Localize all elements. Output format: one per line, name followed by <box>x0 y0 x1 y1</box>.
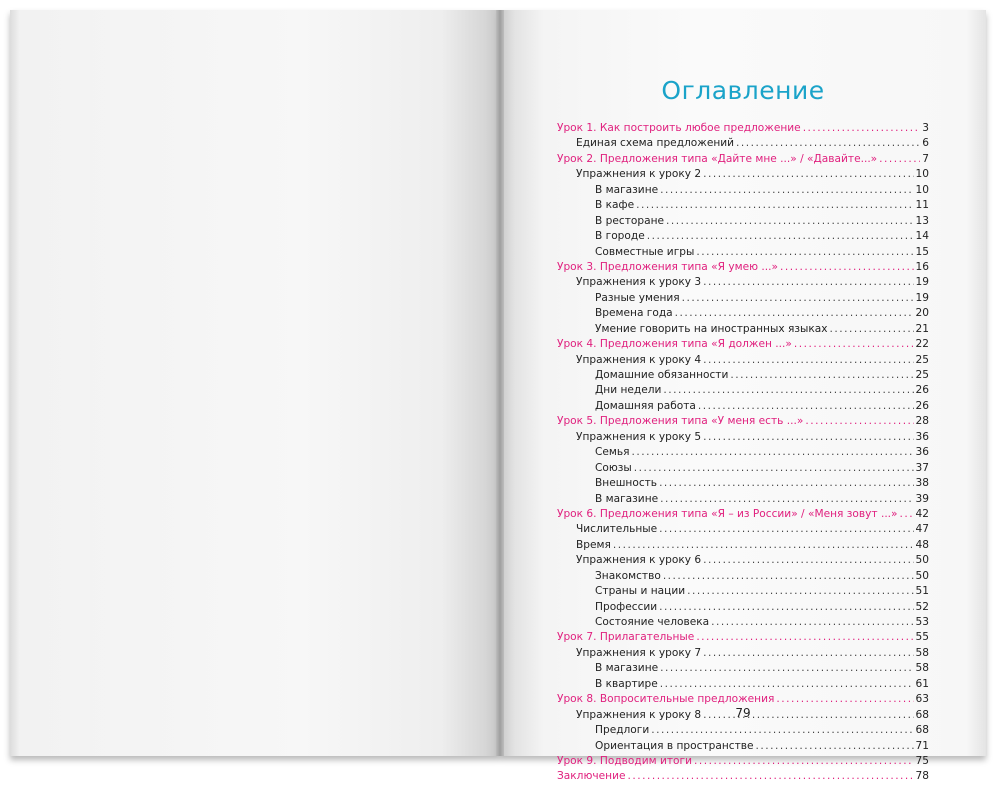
toc-entry[interactable] <box>557 630 929 645</box>
toc-entry-page: 78 <box>915 770 929 783</box>
toc-entry[interactable] <box>557 245 929 260</box>
toc-entry-page: 48 <box>915 538 929 551</box>
toc-entry[interactable] <box>557 600 929 615</box>
toc-entry[interactable] <box>557 522 929 537</box>
toc-leader-dots <box>663 383 913 398</box>
toc-entry-page: 21 <box>915 322 929 335</box>
toc-leader-dots <box>659 522 913 537</box>
toc-entry-title: Урок 3. Предложения типа «Я умею ...» <box>557 260 778 273</box>
toc-leader-dots <box>651 723 913 738</box>
toc-entry-page: 14 <box>915 230 929 243</box>
toc-entry-title: В ресторане <box>595 214 665 227</box>
toc-entry-title: Времена года <box>595 307 673 320</box>
toc-entry[interactable] <box>557 306 929 321</box>
toc-entry-title: Урок 6. Предложения типа «Я – из России» / «Меня зовут ...» <box>557 507 898 520</box>
toc-entry-title: Страны и нации <box>595 585 686 598</box>
toc-entry-title: В квартире <box>595 677 658 690</box>
toc-entry[interactable] <box>557 368 929 383</box>
toc-leader-dots <box>698 399 914 414</box>
toc-entry-page: 15 <box>915 245 929 258</box>
toc-entry[interactable] <box>557 445 929 460</box>
toc-leader-dots <box>694 754 914 769</box>
toc-entry-page: 26 <box>915 384 929 397</box>
toc-entry[interactable] <box>557 383 929 398</box>
toc-entry-page: 22 <box>915 338 929 351</box>
toc-entry-title: Числительные <box>576 523 658 536</box>
toc-leader-dots <box>660 661 913 676</box>
toc-entry-page: 36 <box>915 446 929 459</box>
book-spine <box>496 10 504 756</box>
toc-entry-title: Урок 8. Вопросительные предложения <box>557 693 775 706</box>
toc-entry[interactable] <box>557 507 929 522</box>
toc-entry-title: Профессии <box>595 600 658 613</box>
toc-leader-dots <box>647 229 914 244</box>
toc-entry[interactable] <box>557 769 929 784</box>
toc-entry-page: 68 <box>915 708 929 721</box>
toc-entry-title: В кафе <box>595 199 635 212</box>
toc-entry-page: 50 <box>915 569 929 582</box>
toc-entry-title: Дни недели <box>595 384 662 397</box>
toc-entry-title: Ориентация в пространстве <box>595 739 754 752</box>
toc-entry[interactable] <box>557 646 929 661</box>
toc-entry-page: 68 <box>915 724 929 737</box>
toc-leader-dots <box>756 739 914 754</box>
toc-leader-dots <box>830 322 914 337</box>
toc-entry[interactable] <box>557 430 929 445</box>
toc-entry-title: В магазине <box>595 492 659 505</box>
toc-entry-title: Упражнения к уроку 7 <box>576 646 702 659</box>
toc-entry-page: 7 <box>922 152 929 165</box>
toc-entry-page: 20 <box>915 307 929 320</box>
toc-entry-title: Домашние обязанности <box>595 369 729 381</box>
toc-entry-page: 11 <box>915 199 929 212</box>
toc-leader-dots <box>711 615 913 630</box>
toc-entry-title: Урок 9. Подводим итоги <box>557 754 692 767</box>
toc-entry[interactable] <box>557 399 929 414</box>
toc-leader-dots <box>696 245 913 260</box>
toc-entry-title: Упражнения к уроку 3 <box>576 276 702 289</box>
toc-leader-dots <box>803 121 921 136</box>
toc-entry-title: Совместные игры <box>595 245 695 258</box>
toc-leader-dots <box>780 260 914 275</box>
page-title: Оглавление <box>661 76 825 105</box>
toc-entry[interactable] <box>557 275 929 290</box>
toc-entry-page: 47 <box>915 523 929 536</box>
toc-entry-page: 3 <box>922 122 929 134</box>
toc-entry-page: 53 <box>915 616 929 628</box>
toc-leader-dots <box>794 337 914 352</box>
toc-entry-page: 16 <box>915 260 929 273</box>
toc-entry-title: В магазине <box>595 183 659 196</box>
toc-entry[interactable] <box>557 739 929 754</box>
toc-entry-title: Упражнения к уроку 2 <box>576 168 702 181</box>
toc-entry-title: Урок 2. Предложения типа «Дайте мне ...» / «Давайте...» <box>557 152 878 165</box>
toc-entry-title: Упражнения к уроку 4 <box>576 353 702 366</box>
toc-entry-title: В городе <box>595 230 645 243</box>
toc-entry[interactable] <box>557 121 929 136</box>
toc-entry-page: 58 <box>915 646 929 659</box>
toc-entry-title: Единая схема предложений <box>576 137 735 150</box>
table-of-contents <box>557 121 929 785</box>
toc-entry[interactable] <box>557 476 929 491</box>
toc-entry-title: Внешность <box>595 477 658 490</box>
toc-entry-page: 10 <box>915 183 929 196</box>
toc-entry-page: 52 <box>915 600 929 613</box>
toc-leader-dots <box>663 569 914 584</box>
toc-entry-title: Урок 1. Как построить любое предложение <box>557 122 801 134</box>
toc-entry-page: 55 <box>915 631 929 644</box>
toc-entry[interactable] <box>557 183 929 198</box>
toc-entry-title: Домашняя работа <box>595 399 696 412</box>
toc-leader-dots <box>879 152 920 167</box>
toc-entry-title: Союзы <box>595 461 632 474</box>
toc-entry[interactable] <box>557 136 929 151</box>
toc-leader-dots <box>660 492 913 507</box>
toc-entry-page: 26 <box>915 399 929 412</box>
toc-entry-page: 10 <box>915 168 929 181</box>
toc-entry-title: Умение говорить на иностранных языках <box>595 322 828 335</box>
toc-entry-title: В магазине <box>595 662 659 675</box>
toc-entry-page: 75 <box>915 754 929 767</box>
toc-entry-page: 63 <box>915 693 929 706</box>
toc-entry[interactable] <box>557 291 929 306</box>
toc-entry[interactable] <box>557 754 929 769</box>
toc-entry[interactable] <box>557 152 929 167</box>
toc-leader-dots <box>636 198 913 213</box>
toc-entry[interactable] <box>557 677 929 692</box>
toc-entry[interactable] <box>557 167 929 182</box>
toc-leader-dots <box>736 136 920 151</box>
toc-entry-page: 38 <box>915 477 929 490</box>
toc-leader-dots <box>660 183 913 198</box>
toc-leader-dots <box>696 630 913 645</box>
toc-leader-dots <box>703 553 913 568</box>
toc-leader-dots <box>730 368 913 383</box>
toc-entry[interactable] <box>557 260 929 275</box>
toc-leader-dots <box>687 584 913 599</box>
toc-entry-page: 71 <box>915 739 929 752</box>
page-number: 79 <box>735 706 751 720</box>
toc-leader-dots <box>703 275 913 290</box>
toc-entry-page: 19 <box>915 291 929 304</box>
toc-leader-dots <box>703 353 913 368</box>
toc-entry[interactable] <box>557 723 929 738</box>
toc-entry[interactable] <box>557 661 929 676</box>
toc-entry-title: Время <box>576 538 611 551</box>
toc-entry[interactable] <box>557 322 929 337</box>
toc-entry-page: 50 <box>915 554 929 567</box>
left-page <box>10 10 500 756</box>
toc-entry[interactable] <box>557 569 929 584</box>
toc-entry[interactable] <box>557 198 929 213</box>
toc-leader-dots <box>659 476 913 491</box>
toc-entry-title: Урок 7. Прилагательные <box>557 631 695 644</box>
toc-entry-title: Упражнения к уроку 5 <box>576 430 702 443</box>
toc-entry-page: 19 <box>915 276 929 289</box>
toc-entry-title: Семья <box>595 446 630 459</box>
toc-entry-page: 58 <box>915 662 929 675</box>
toc-entry[interactable] <box>557 461 929 476</box>
toc-entry-title: Заключение <box>557 770 626 783</box>
toc-leader-dots <box>660 677 914 692</box>
toc-entry-page: 42 <box>915 507 929 520</box>
toc-leader-dots <box>659 600 913 615</box>
toc-entry[interactable] <box>557 229 929 244</box>
toc-entry-page: 6 <box>922 137 929 150</box>
toc-leader-dots <box>703 430 913 445</box>
toc-entry[interactable] <box>557 492 929 507</box>
toc-entry-title: Упражнения к уроку 6 <box>576 554 702 567</box>
toc-entry[interactable] <box>557 353 929 368</box>
toc-leader-dots <box>675 306 914 321</box>
toc-entry[interactable] <box>557 553 929 568</box>
toc-entry-page: 25 <box>915 353 929 366</box>
toc-leader-dots <box>682 291 914 306</box>
toc-entry-page: 61 <box>915 677 929 690</box>
toc-entry[interactable] <box>557 337 929 352</box>
toc-entry-title: Разные умения <box>595 291 680 304</box>
toc-entry-page: 13 <box>915 214 929 227</box>
toc-entry-page: 37 <box>915 461 929 474</box>
toc-entry-page: 28 <box>915 415 929 428</box>
toc-leader-dots <box>703 167 913 182</box>
toc-entry-title: Урок 4. Предложения типа «Я должен ...» <box>557 338 792 351</box>
toc-entry-title: Знакомство <box>595 569 661 582</box>
toc-entry[interactable] <box>557 414 929 429</box>
toc-leader-dots <box>613 538 914 553</box>
toc-entry-page: 51 <box>915 585 929 598</box>
toc-entry[interactable] <box>557 584 929 599</box>
toc-entry-page: 25 <box>915 369 929 381</box>
toc-leader-dots <box>632 445 914 460</box>
toc-entry-page: 36 <box>915 430 929 443</box>
toc-entry-title: Упражнения к уроку 8 <box>576 708 702 721</box>
toc-entry[interactable] <box>557 538 929 553</box>
toc-leader-dots <box>627 769 913 784</box>
toc-entry-title: Урок 5. Предложения типа «У меня есть ...» <box>557 415 804 428</box>
toc-entry-title: Состояние человека <box>595 616 710 628</box>
toc-entry[interactable] <box>557 615 929 630</box>
toc-leader-dots <box>634 461 914 476</box>
toc-leader-dots <box>703 646 913 661</box>
toc-leader-dots <box>900 507 914 522</box>
toc-leader-dots <box>666 214 914 229</box>
toc-entry-page: 39 <box>915 492 929 505</box>
toc-leader-dots <box>805 414 913 429</box>
toc-entry[interactable] <box>557 214 929 229</box>
toc-entry-title: Предлоги <box>595 724 650 737</box>
